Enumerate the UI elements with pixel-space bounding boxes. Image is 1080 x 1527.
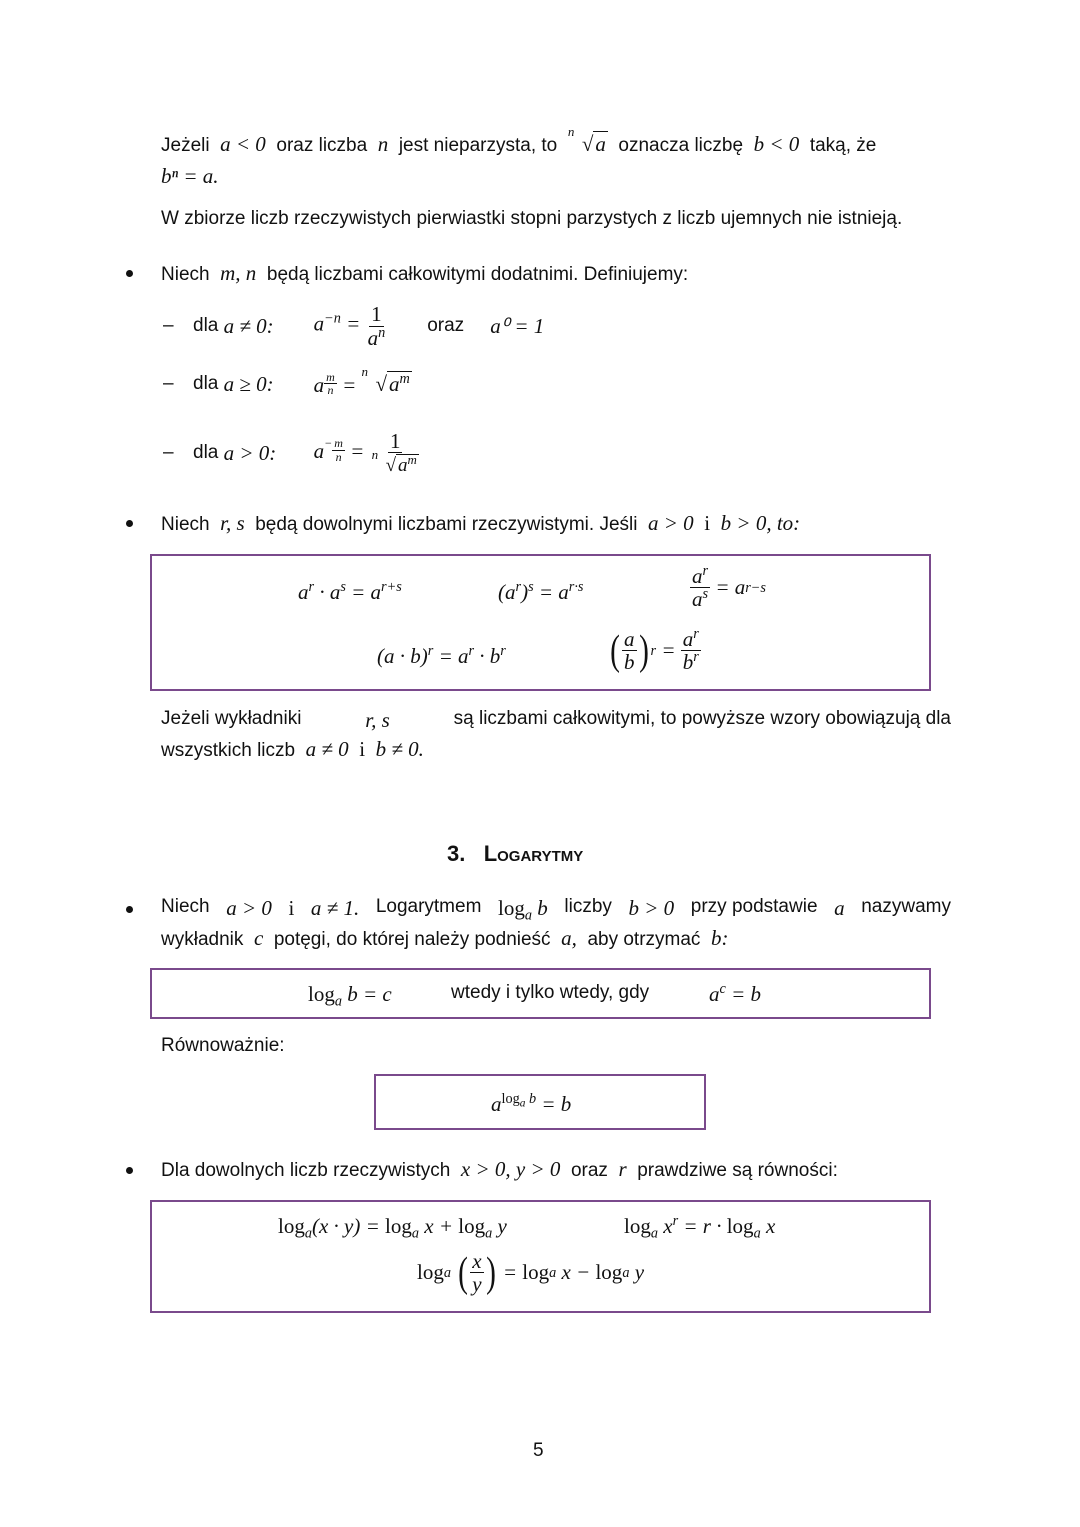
text-wszystkich: wszystkich liczb bbox=[161, 740, 296, 761]
section-heading bbox=[447, 841, 583, 867]
text-taka-ze: taką, że bbox=[809, 135, 877, 156]
text-nazywamy: nazywamy bbox=[861, 896, 951, 917]
text-oraz-liczba: oraz liczba bbox=[276, 135, 368, 156]
formula-power-of-product: $(a \cdot b)^r = a^r \cdot b^r$ bbox=[377, 643, 506, 668]
text-definiujemy: będą liczbami całkowitymi dodatnimi. Definiujemy: bbox=[266, 264, 689, 285]
formula-log-quotient: log a ( $\frac{x}{y}$ ) = log a x − log a y bbox=[417, 1249, 645, 1297]
section-number: 3. bbox=[447, 841, 466, 866]
math-cond-b: b > 0, to: bbox=[720, 511, 801, 535]
formula-log-power: $\log_a x^r = r \cdot \log_a x$ bbox=[624, 1213, 776, 1242]
text-niech: Niech bbox=[161, 264, 210, 285]
math-a: a bbox=[834, 896, 845, 920]
dash: – bbox=[163, 442, 174, 463]
math-c: c bbox=[253, 926, 264, 950]
math-cond: a ≥ 0: bbox=[223, 371, 274, 396]
math-r: r bbox=[618, 1157, 627, 1181]
math-log-a-b: $\log_a b$ bbox=[498, 896, 548, 924]
math-n: n bbox=[377, 132, 389, 156]
root-index: n bbox=[567, 124, 575, 139]
section-title: Logarytmy bbox=[483, 841, 584, 866]
text-obowiazuja: są liczbami całkowitymi, to powyższe wzory obowiązują dla bbox=[453, 708, 951, 729]
text-przy-podstawie: przy podstawie bbox=[690, 896, 818, 917]
text-jezeli: Jeżeli bbox=[161, 135, 210, 156]
math-cond-b: b < 0 bbox=[753, 132, 800, 156]
math-cond-b: b > 0 bbox=[628, 896, 675, 920]
formula-log-equals-c: $\log_a b = c$ bbox=[308, 982, 392, 1010]
bullet-marker bbox=[126, 906, 133, 913]
text-logarytmem: Logarytmem bbox=[375, 896, 482, 917]
math-cond-a: a < 0 bbox=[220, 132, 266, 156]
formula-fractional-exponent: a $\frac{m}{n}$ = n $√a^m$ bbox=[313, 364, 410, 398]
formula-zero-exponent: a⁰ = 1 bbox=[490, 313, 545, 338]
definition-row-3 bbox=[163, 428, 421, 478]
math-cond: a > 0: bbox=[223, 440, 277, 465]
text-aby-otrzymac: aby otrzymać bbox=[587, 929, 701, 950]
formula-negative-fractional-exponent: a− $\frac{m}{n}$ = 1 n √ $a^m$ bbox=[313, 429, 417, 477]
math-mn: m, n bbox=[220, 261, 257, 285]
text-oznacza: oznacza liczbę bbox=[618, 135, 744, 156]
math-cond-a-ne-1: a ≠ 1. bbox=[310, 896, 360, 920]
math-b: b: bbox=[710, 926, 729, 950]
text-dla: dla bbox=[193, 442, 219, 463]
text-niech: Niech bbox=[161, 896, 210, 917]
text-i: i bbox=[288, 896, 295, 920]
math-rs: r, s bbox=[365, 708, 390, 732]
definition-row-2 bbox=[163, 362, 412, 406]
math-cond-xy: x > 0, y > 0 bbox=[460, 1157, 561, 1181]
text-liczby: liczby bbox=[564, 896, 612, 917]
formula-a-power-c: $a^c = b$ bbox=[709, 981, 762, 1006]
math-cond-a: a ≠ 0 bbox=[305, 737, 349, 761]
dash: – bbox=[163, 373, 174, 394]
math-cond-a-pos: a > 0 bbox=[226, 896, 272, 920]
text-potegi: potęgi, do której należy podnieść bbox=[273, 929, 551, 950]
math-nth-root-a: n √a bbox=[567, 124, 606, 156]
math-cond-a: a > 0 bbox=[648, 511, 694, 535]
power-rules-box bbox=[150, 554, 931, 691]
bullet-marker bbox=[126, 520, 133, 527]
text-dla: dla bbox=[193, 373, 219, 394]
text-i: i bbox=[359, 737, 366, 761]
paragraph-integer-exponents bbox=[161, 708, 951, 733]
text-i: i bbox=[704, 511, 711, 535]
text-jesli: będą dowolnymi liczbami rzeczywistymi. Jeśli bbox=[255, 514, 638, 535]
bullet-definitions-intro bbox=[161, 261, 688, 286]
formula-power-of-power: $(a^r)^s = a^{r\cdot s}$ bbox=[498, 579, 584, 604]
text-wykladnik: wykładnik bbox=[161, 929, 244, 950]
math-cond: a ≠ 0: bbox=[223, 313, 274, 338]
text-dla: dla bbox=[193, 315, 219, 336]
math-a: a, bbox=[561, 926, 577, 950]
paragraph-odd-root bbox=[161, 124, 951, 157]
text-nieparzysta: jest nieparzysta, to bbox=[398, 135, 558, 156]
text-niech: Niech bbox=[161, 514, 210, 535]
math-rs: r, s bbox=[220, 511, 245, 535]
formula-product-same-base: $a^r \cdot a^s = a^{r+s}$ bbox=[298, 579, 402, 604]
dash: – bbox=[163, 315, 174, 336]
text-dla-dowolnych: Dla dowolnych liczb rzeczywistych bbox=[161, 1160, 451, 1181]
text-rownowaznie: Równoważnie: bbox=[161, 1035, 285, 1056]
text-oraz: oraz bbox=[427, 315, 465, 336]
formula-quotient-same-base: $\frac{a^r}{a^s}$ = a r−s bbox=[692, 563, 766, 612]
text-jezeli-wykladniki: Jeżeli wykładniki bbox=[161, 708, 302, 729]
definition-row-1 bbox=[163, 304, 544, 348]
logarithm-definition-line2 bbox=[161, 926, 728, 951]
bullet-marker bbox=[126, 270, 133, 277]
root-arg: a bbox=[595, 132, 606, 156]
text-wtedy-i-tylko-wtedy: wtedy i tylko wtedy, gdy bbox=[451, 982, 650, 1003]
bullet-power-rules-intro bbox=[161, 511, 800, 536]
formula-negative-exponent: $a^{-n}$ = $\frac{1}{a^n}$ bbox=[313, 302, 386, 350]
paragraph-even-roots: W zbiorze liczb rzeczywistych pierwiastki stopni parzystych z liczb ujemnych nie istnieją. bbox=[161, 208, 903, 229]
page-number: 5 bbox=[533, 1440, 544, 1461]
text-prawdziwe: prawdziwe są równości: bbox=[637, 1160, 838, 1181]
formula-a-log-a-b: $a^{log_a b} = b$ bbox=[491, 1091, 572, 1116]
math-cond-b: b ≠ 0. bbox=[375, 737, 424, 761]
formula-power-of-quotient: ( $\frac{a}{b}$ ) r = $\frac{a^r}{b^r}$ bbox=[610, 626, 699, 675]
logarithm-definition-line1 bbox=[161, 896, 951, 924]
math-bn-equals-a: bⁿ = a. bbox=[161, 164, 219, 188]
formula-log-product: $\log_a(x \cdot y) = \log_a x + \log_a y$ bbox=[278, 1214, 507, 1242]
paragraph-integer-exponents-line2 bbox=[161, 737, 424, 762]
text-oraz: oraz bbox=[570, 1160, 608, 1181]
bullet-marker bbox=[126, 1167, 133, 1174]
logarithm-rules-intro bbox=[161, 1157, 838, 1182]
